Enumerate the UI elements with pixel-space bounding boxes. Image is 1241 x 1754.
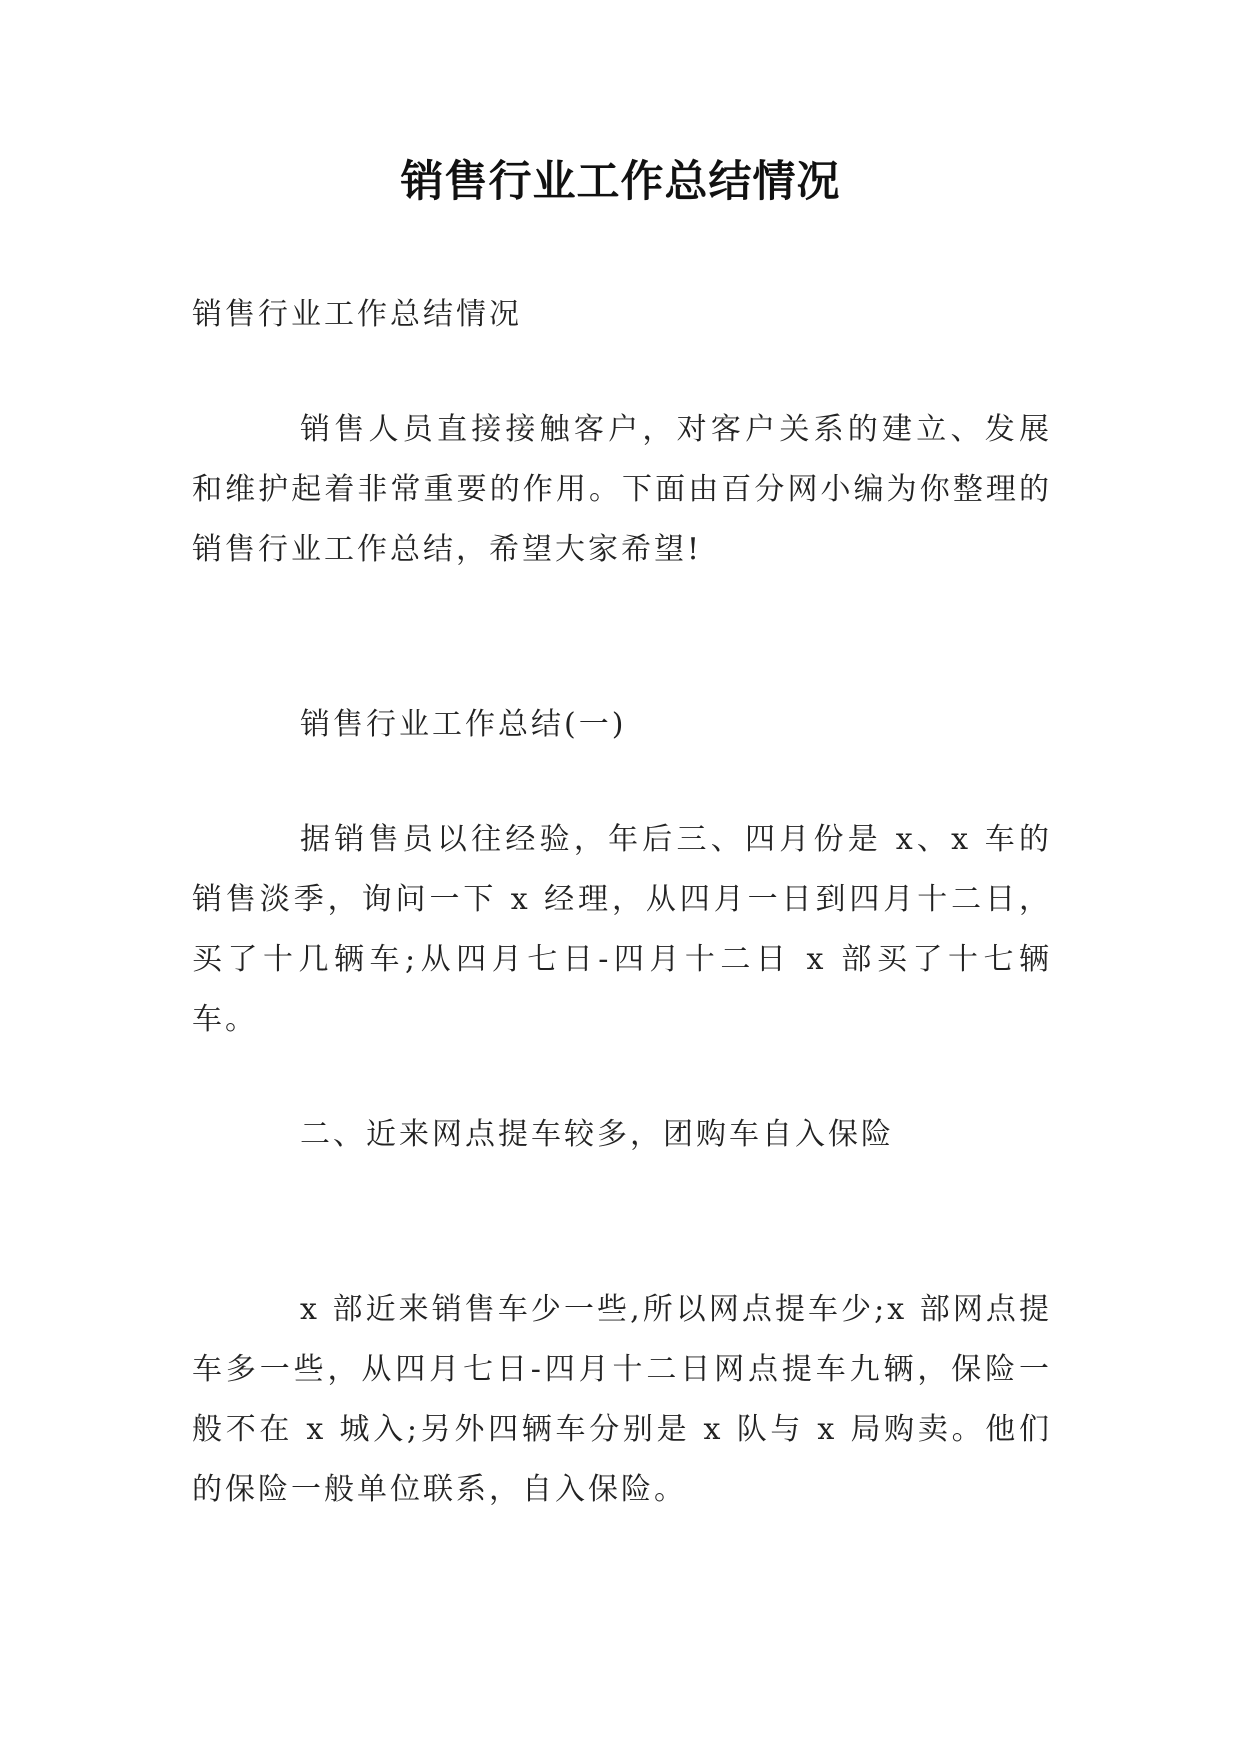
body-paragraph-1: 据销售员以往经验，年后三、四月份是 x、x 车的销售淡季，询问一下 x 经理，从四月一日到四月十二日，买了十几辆车;从四月七日-四月十二日 x 部买了十七辆车。 — [192, 822, 1052, 1037]
intro-paragraph: 销售人员直接接触客户，对客户关系的建立、发展和维护起着非常重要的作用。下面由百分网小编为你整理的销售行业工作总结，希望大家希望! — [192, 412, 1052, 567]
body-paragraph-2: x 部近来销售车少一些,所以网点提车少;x 部网点提车多一些，从四月七日-四月十二日网点提车九辆，保险一般不在 x 城入;另外四辆车分别是 x 队与 x 局购卖。他们的保险一般单位联系，自入保险。 — [192, 1292, 1052, 1507]
section-heading-1: 销售行业工作总结(一) — [300, 707, 627, 742]
document-title: 销售行业工作总结情况 — [400, 157, 841, 207]
document-subtitle: 销售行业工作总结情况 — [192, 297, 522, 332]
section-heading-2: 二、近来网点提车较多，团购车自入保险 — [300, 1117, 894, 1152]
